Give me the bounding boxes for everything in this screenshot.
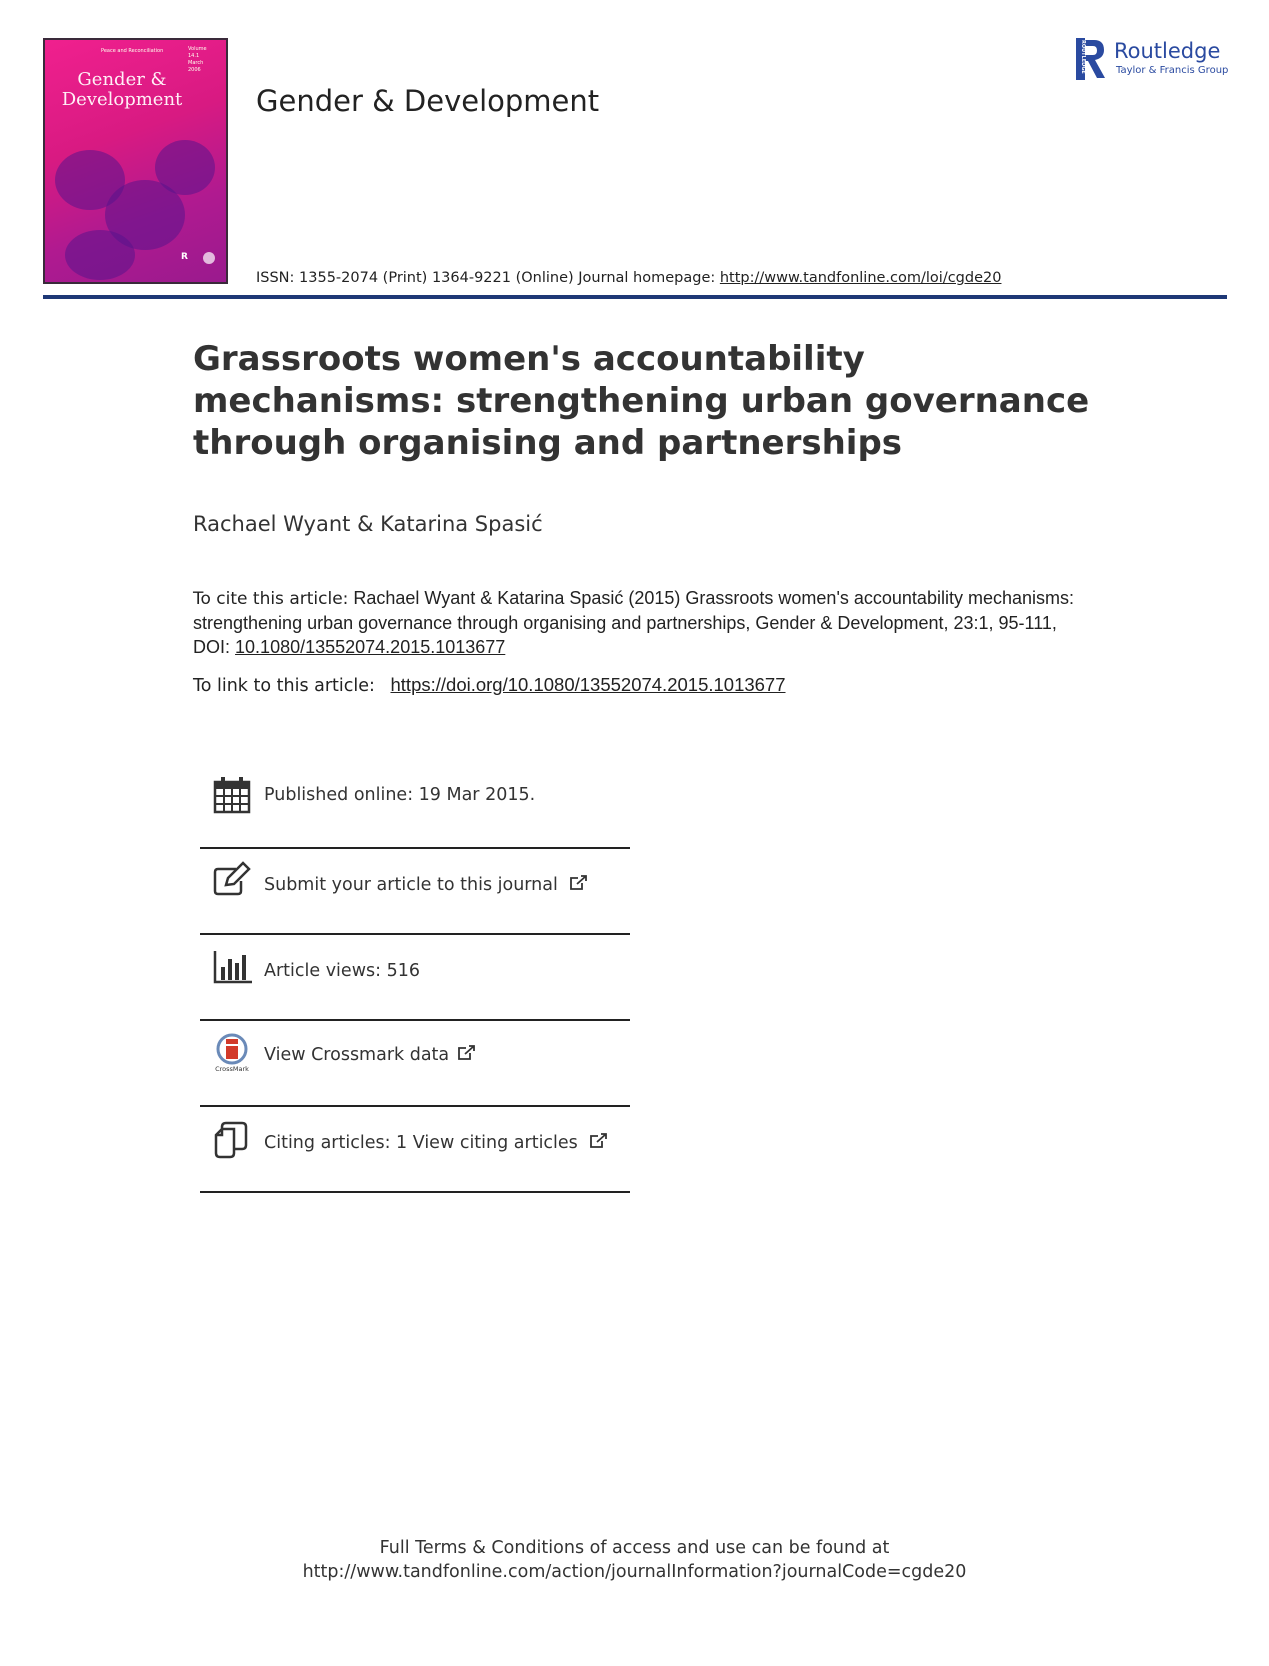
- article-doi-url-link[interactable]: https://doi.org/10.1080/13552074.2015.1013677: [390, 674, 786, 695]
- external-link-icon: [457, 1045, 475, 1061]
- published-online-text: Published online: 19 Mar 2015.: [264, 785, 536, 805]
- crossmark-row[interactable]: [200, 1021, 630, 1107]
- cover-title: Gender & Development: [61, 69, 183, 110]
- submit-article-row[interactable]: [200, 849, 630, 935]
- cover-oxfam-logo: [203, 252, 215, 264]
- external-link-icon: [589, 1133, 607, 1149]
- cover-series: Peace and Reconciliation: [101, 48, 164, 54]
- svg-text:CrossMark: CrossMark: [215, 1065, 249, 1073]
- citation-block: [193, 586, 1083, 659]
- cover-photo-shape: [155, 140, 215, 195]
- publisher-name: Routledge: [1114, 39, 1221, 63]
- terms-url[interactable]: http://www.tandfonline.com/action/journalInformation?journalCode=cgde20: [302, 1562, 967, 1582]
- article-authors[interactable]: Rachael Wyant & Katarina Spasić: [193, 512, 543, 536]
- article-link-line: [193, 674, 786, 696]
- issn-line: [256, 270, 1001, 286]
- terms-footer: [0, 1536, 1269, 1584]
- issn-text: ISSN: 1355-2074 (Print) 1364-9221 (Online) Journal homepage:: [256, 270, 716, 286]
- citing-articles-link[interactable]: Citing articles: 1 View citing articles: [264, 1133, 607, 1153]
- external-link-icon: [569, 875, 587, 891]
- article-title: Grassroots women's accountability mechanisms: strengthening urban governance through organising and partnerships: [193, 339, 1090, 463]
- cite-label: To cite this article:: [193, 589, 349, 609]
- crossmark-link[interactable]: View Crossmark data: [264, 1045, 475, 1065]
- citing-articles-row[interactable]: [200, 1107, 630, 1193]
- article-views-row: [200, 935, 630, 1021]
- journal-homepage-link[interactable]: http://www.tandfonline.com/loi/cgde20: [719, 270, 1002, 286]
- cite-text: Rachael Wyant & Katarina Spasić (2015) Grassroots women's accountability mechanisms: strengthening urban governance through organising and partnerships, Gender & Development, 23:1, 95-111, DOI:: [193, 588, 1074, 657]
- calendar-icon: [212, 775, 252, 815]
- edit-icon: [212, 861, 252, 901]
- crossmark-icon: [212, 1033, 252, 1073]
- cover-volume: Volume 14.1 March 2006: [188, 46, 207, 73]
- publisher-logo[interactable]: [1076, 38, 1229, 82]
- submit-article-link[interactable]: Submit your article to this journal: [264, 875, 587, 895]
- terms-text: Full Terms & Conditions of access and use can be found at: [379, 1538, 890, 1558]
- link-label: To link to this article:: [193, 676, 375, 696]
- header-divider: [43, 295, 1227, 299]
- published-online-row: [200, 763, 630, 849]
- doi-link[interactable]: 10.1080/13552074.2015.1013677: [235, 637, 506, 657]
- publisher-group: Taylor & Francis Group: [1116, 65, 1229, 76]
- cover-publisher-logo: R: [181, 252, 188, 262]
- publisher-side-text: ROUTLEDGE: [1080, 40, 1086, 74]
- bar-chart-icon: [212, 947, 252, 987]
- documents-icon: [212, 1119, 252, 1159]
- journal-cover-image[interactable]: [43, 38, 228, 284]
- journal-title[interactable]: Gender & Development: [256, 84, 600, 118]
- cover-photo-shape: [65, 230, 135, 280]
- article-info-list: [200, 763, 630, 1193]
- article-views-text: Article views: 516: [264, 961, 420, 981]
